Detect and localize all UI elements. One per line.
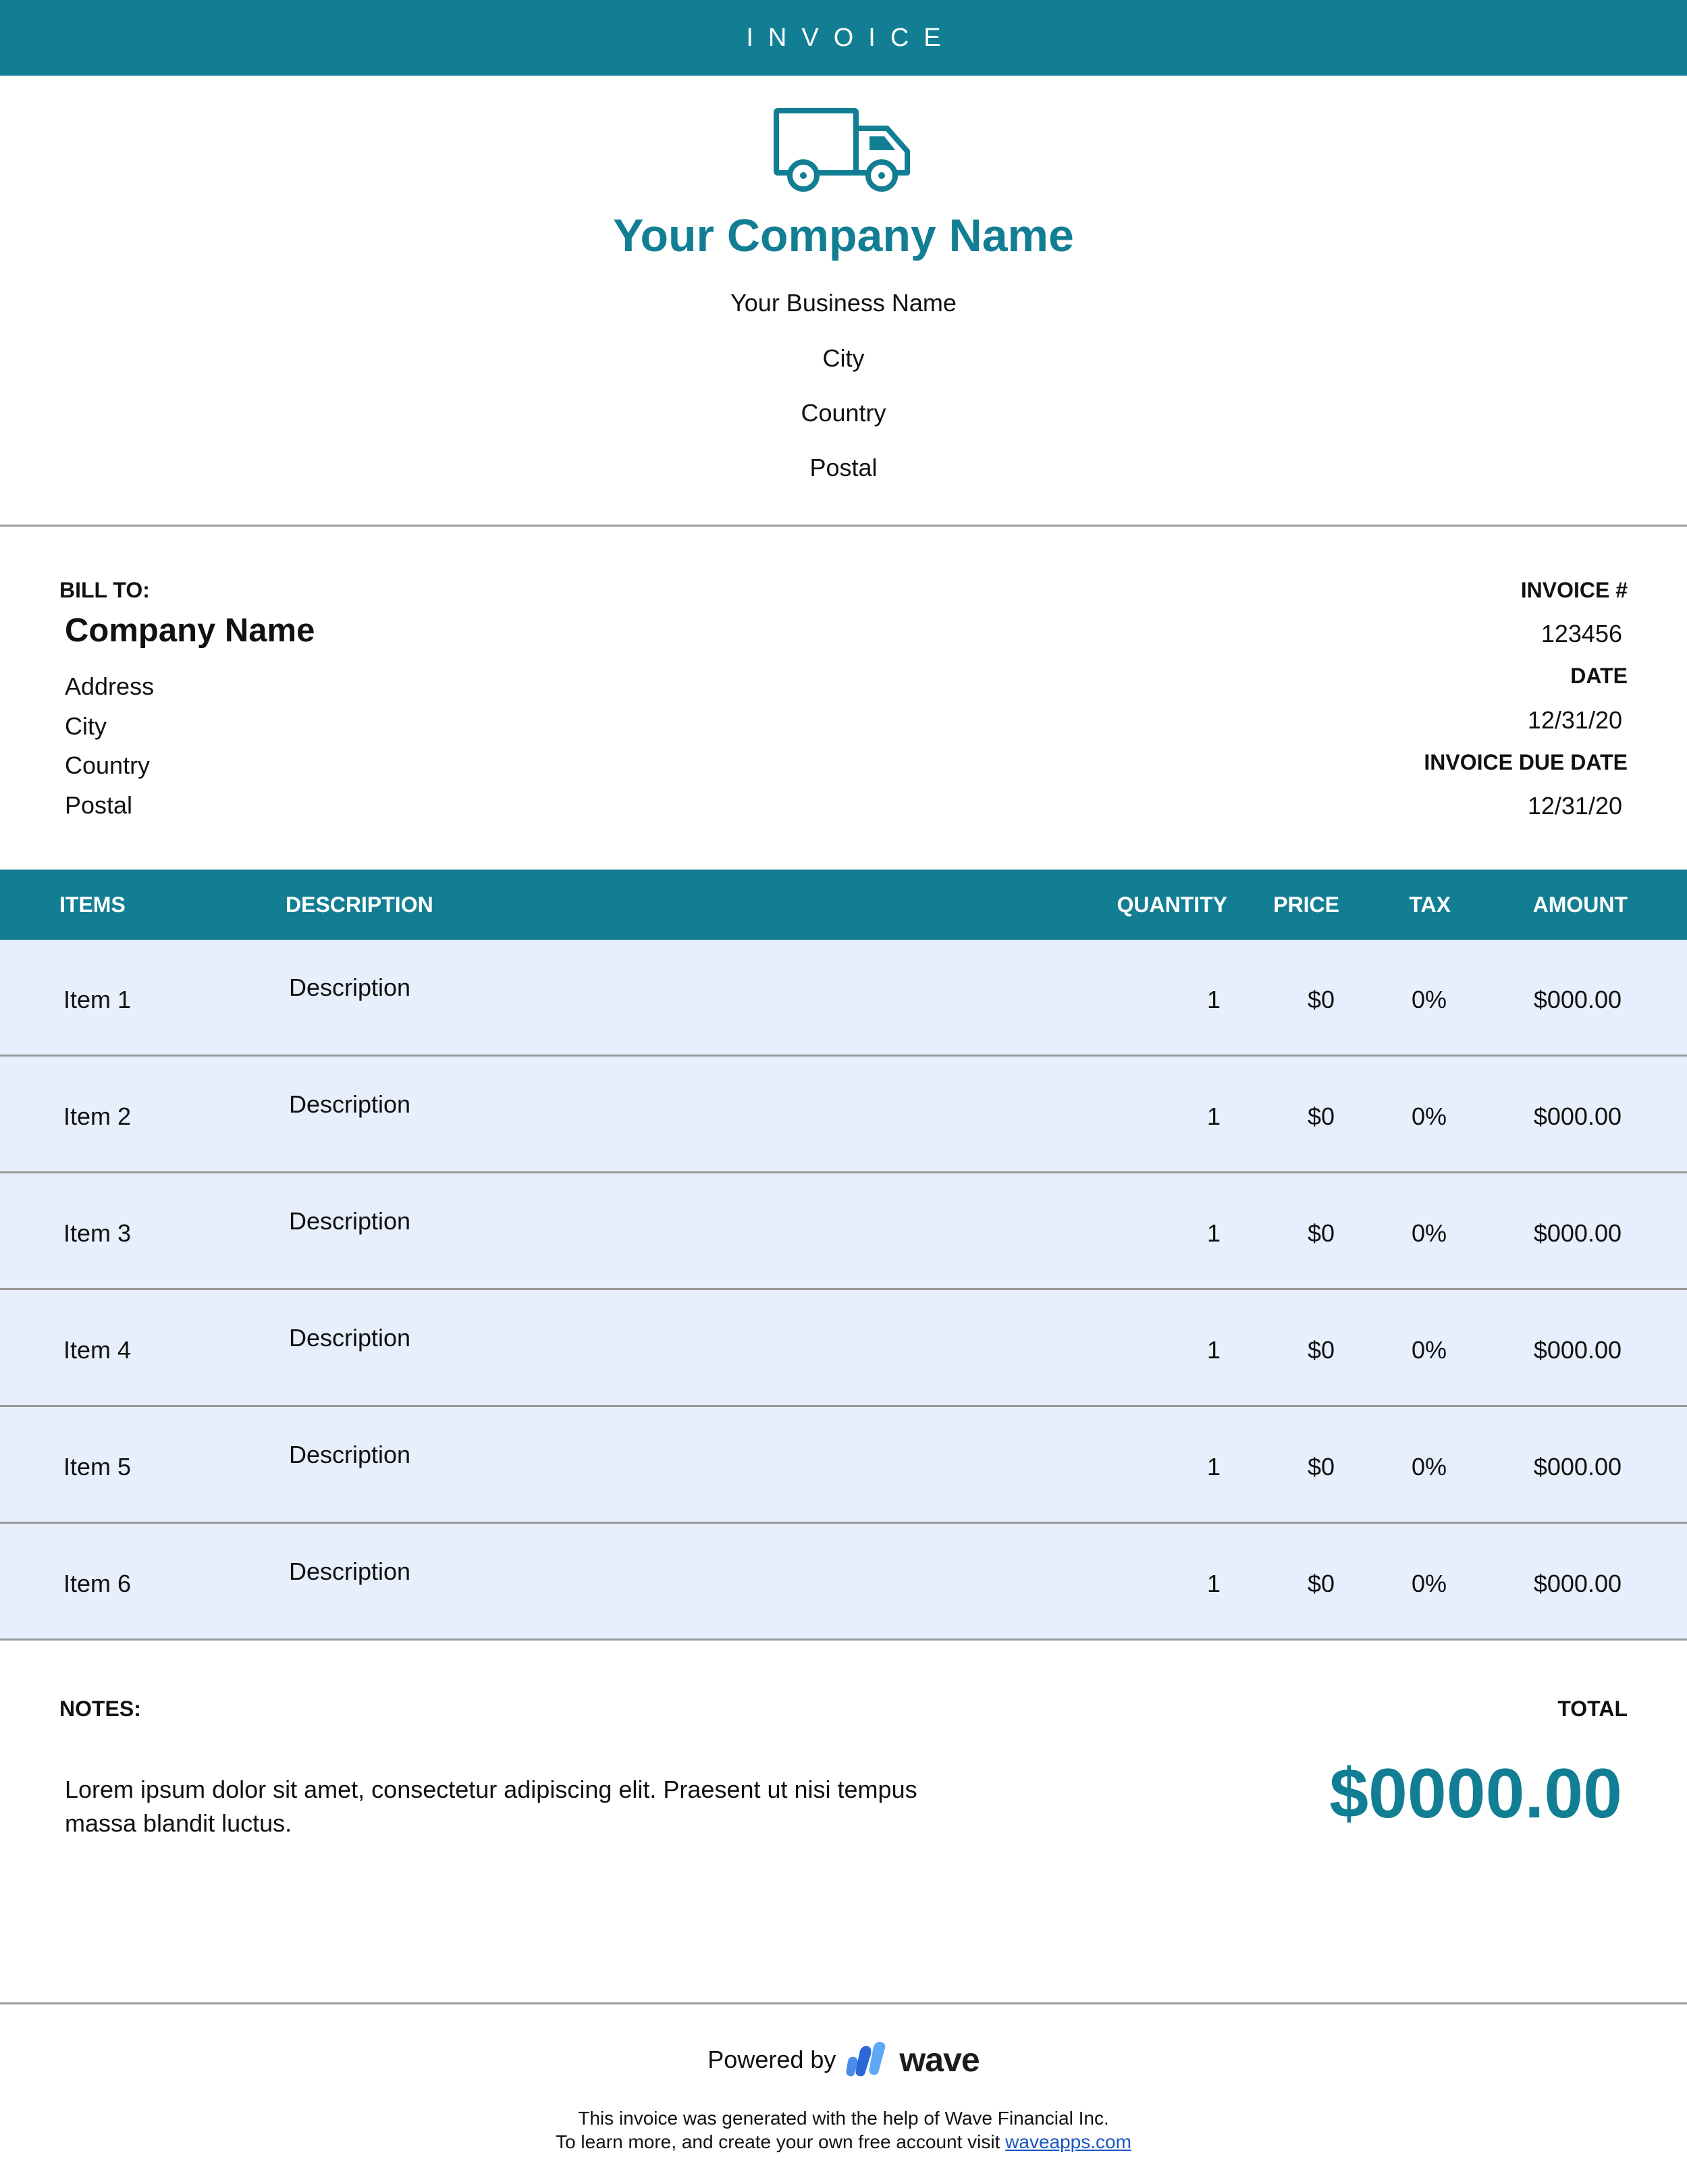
truck-icon <box>774 108 915 194</box>
table-row <box>0 1524 1687 1641</box>
row-quantity: 1 <box>1206 1102 1221 1130</box>
row-price: $0 <box>1307 1453 1335 1481</box>
row-tax: 0% <box>1411 1453 1447 1481</box>
row-item: Item 2 <box>63 1102 132 1130</box>
company-name: Your Company Name <box>613 210 1074 261</box>
row-quantity: 1 <box>1206 1570 1221 1597</box>
header-quantity: QUANTITY <box>1117 893 1227 917</box>
row-price: $0 <box>1307 1570 1335 1597</box>
invoice-date-label: DATE <box>1570 664 1628 688</box>
business-city: City <box>822 344 865 372</box>
invoice-number-label: INVOICE # <box>1520 578 1628 602</box>
invoice-number: 123456 <box>1541 620 1622 647</box>
row-quantity: 1 <box>1206 1219 1221 1247</box>
bill-to-address: Address <box>65 672 155 700</box>
row-description: Description <box>289 1441 411 1468</box>
business-postal: Postal <box>809 454 878 481</box>
row-price: $0 <box>1307 1219 1335 1247</box>
total-label: TOTAL <box>1557 1697 1628 1721</box>
waveapps-link[interactable]: waveapps.com <box>1005 2131 1131 2152</box>
row-item: Item 1 <box>63 986 132 1013</box>
powered-by-label: Powered by <box>707 2046 836 2073</box>
row-amount: $000.00 <box>1533 986 1622 1013</box>
row-item: Item 6 <box>63 1570 132 1597</box>
notes-label: NOTES: <box>59 1697 141 1721</box>
row-tax: 0% <box>1411 1336 1447 1364</box>
row-quantity: 1 <box>1206 1336 1221 1364</box>
bill-to-postal: Postal <box>65 791 133 819</box>
line-items <box>0 940 1687 1641</box>
row-description: Description <box>289 1557 411 1585</box>
footer-line-1: This invoice was generated with the help of Wave Financial Inc. <box>578 2108 1109 2129</box>
header-amount: AMOUNT <box>1532 893 1628 917</box>
header-divider <box>0 525 1687 527</box>
header-price: PRICE <box>1273 893 1339 917</box>
row-amount: $000.00 <box>1533 1336 1622 1364</box>
header-items: ITEMS <box>59 893 126 917</box>
footer-divider <box>0 2002 1687 2004</box>
bill-to-label: BILL TO: <box>59 578 150 602</box>
row-amount: $000.00 <box>1533 1453 1622 1481</box>
invoice-due-date-label: INVOICE DUE DATE <box>1424 750 1628 774</box>
row-tax: 0% <box>1411 986 1447 1013</box>
row-price: $0 <box>1307 1102 1335 1130</box>
bill-to-city: City <box>65 712 107 740</box>
row-item: Item 5 <box>63 1453 132 1481</box>
row-quantity: 1 <box>1206 986 1221 1013</box>
business-country: Country <box>801 399 886 427</box>
table-row <box>0 1407 1687 1524</box>
table-row <box>0 1290 1687 1407</box>
row-amount: $000.00 <box>1533 1102 1622 1130</box>
row-price: $0 <box>1307 986 1335 1013</box>
row-item: Item 3 <box>63 1219 132 1247</box>
bill-to-country: Country <box>65 751 151 779</box>
notes-text: Lorem ipsum dolor sit amet, consectetur adipiscing elit. Praesent ut nisi tempus massa blandit luctus. <box>65 1776 917 1837</box>
business-name: Your Business Name <box>730 289 957 317</box>
table-row <box>0 940 1687 1057</box>
powered-by <box>0 2040 1687 2079</box>
row-tax: 0% <box>1411 1219 1447 1247</box>
row-amount: $000.00 <box>1533 1219 1622 1247</box>
footer-line-2-text: To learn more, and create your own free account visit <box>556 2131 1000 2152</box>
invoice-date: 12/31/20 <box>1527 706 1622 734</box>
wave-brand: wave <box>899 2041 980 2079</box>
row-description: Description <box>289 974 411 1001</box>
footer-line-2 <box>0 2131 1687 2153</box>
header-description: DESCRIPTION <box>286 893 433 917</box>
row-description: Description <box>289 1207 411 1235</box>
invoice-due-date: 12/31/20 <box>1527 792 1622 820</box>
row-quantity: 1 <box>1206 1453 1221 1481</box>
row-description: Description <box>289 1090 411 1118</box>
row-tax: 0% <box>1411 1102 1447 1130</box>
row-description: Description <box>289 1324 411 1352</box>
total-amount: $0000.00 <box>1329 1755 1622 1833</box>
header-tax: TAX <box>1409 893 1451 917</box>
row-item: Item 4 <box>63 1336 132 1364</box>
bill-to-company: Company Name <box>65 612 315 649</box>
table-header <box>0 870 1687 940</box>
row-price: $0 <box>1307 1336 1335 1364</box>
row-tax: 0% <box>1411 1570 1447 1597</box>
table-row <box>0 1057 1687 1173</box>
wave-logo-icon <box>845 2041 890 2079</box>
banner-title: INVOICE <box>746 23 956 52</box>
table-row <box>0 1173 1687 1290</box>
row-amount: $000.00 <box>1533 1570 1622 1597</box>
invoice-banner <box>0 0 1687 76</box>
